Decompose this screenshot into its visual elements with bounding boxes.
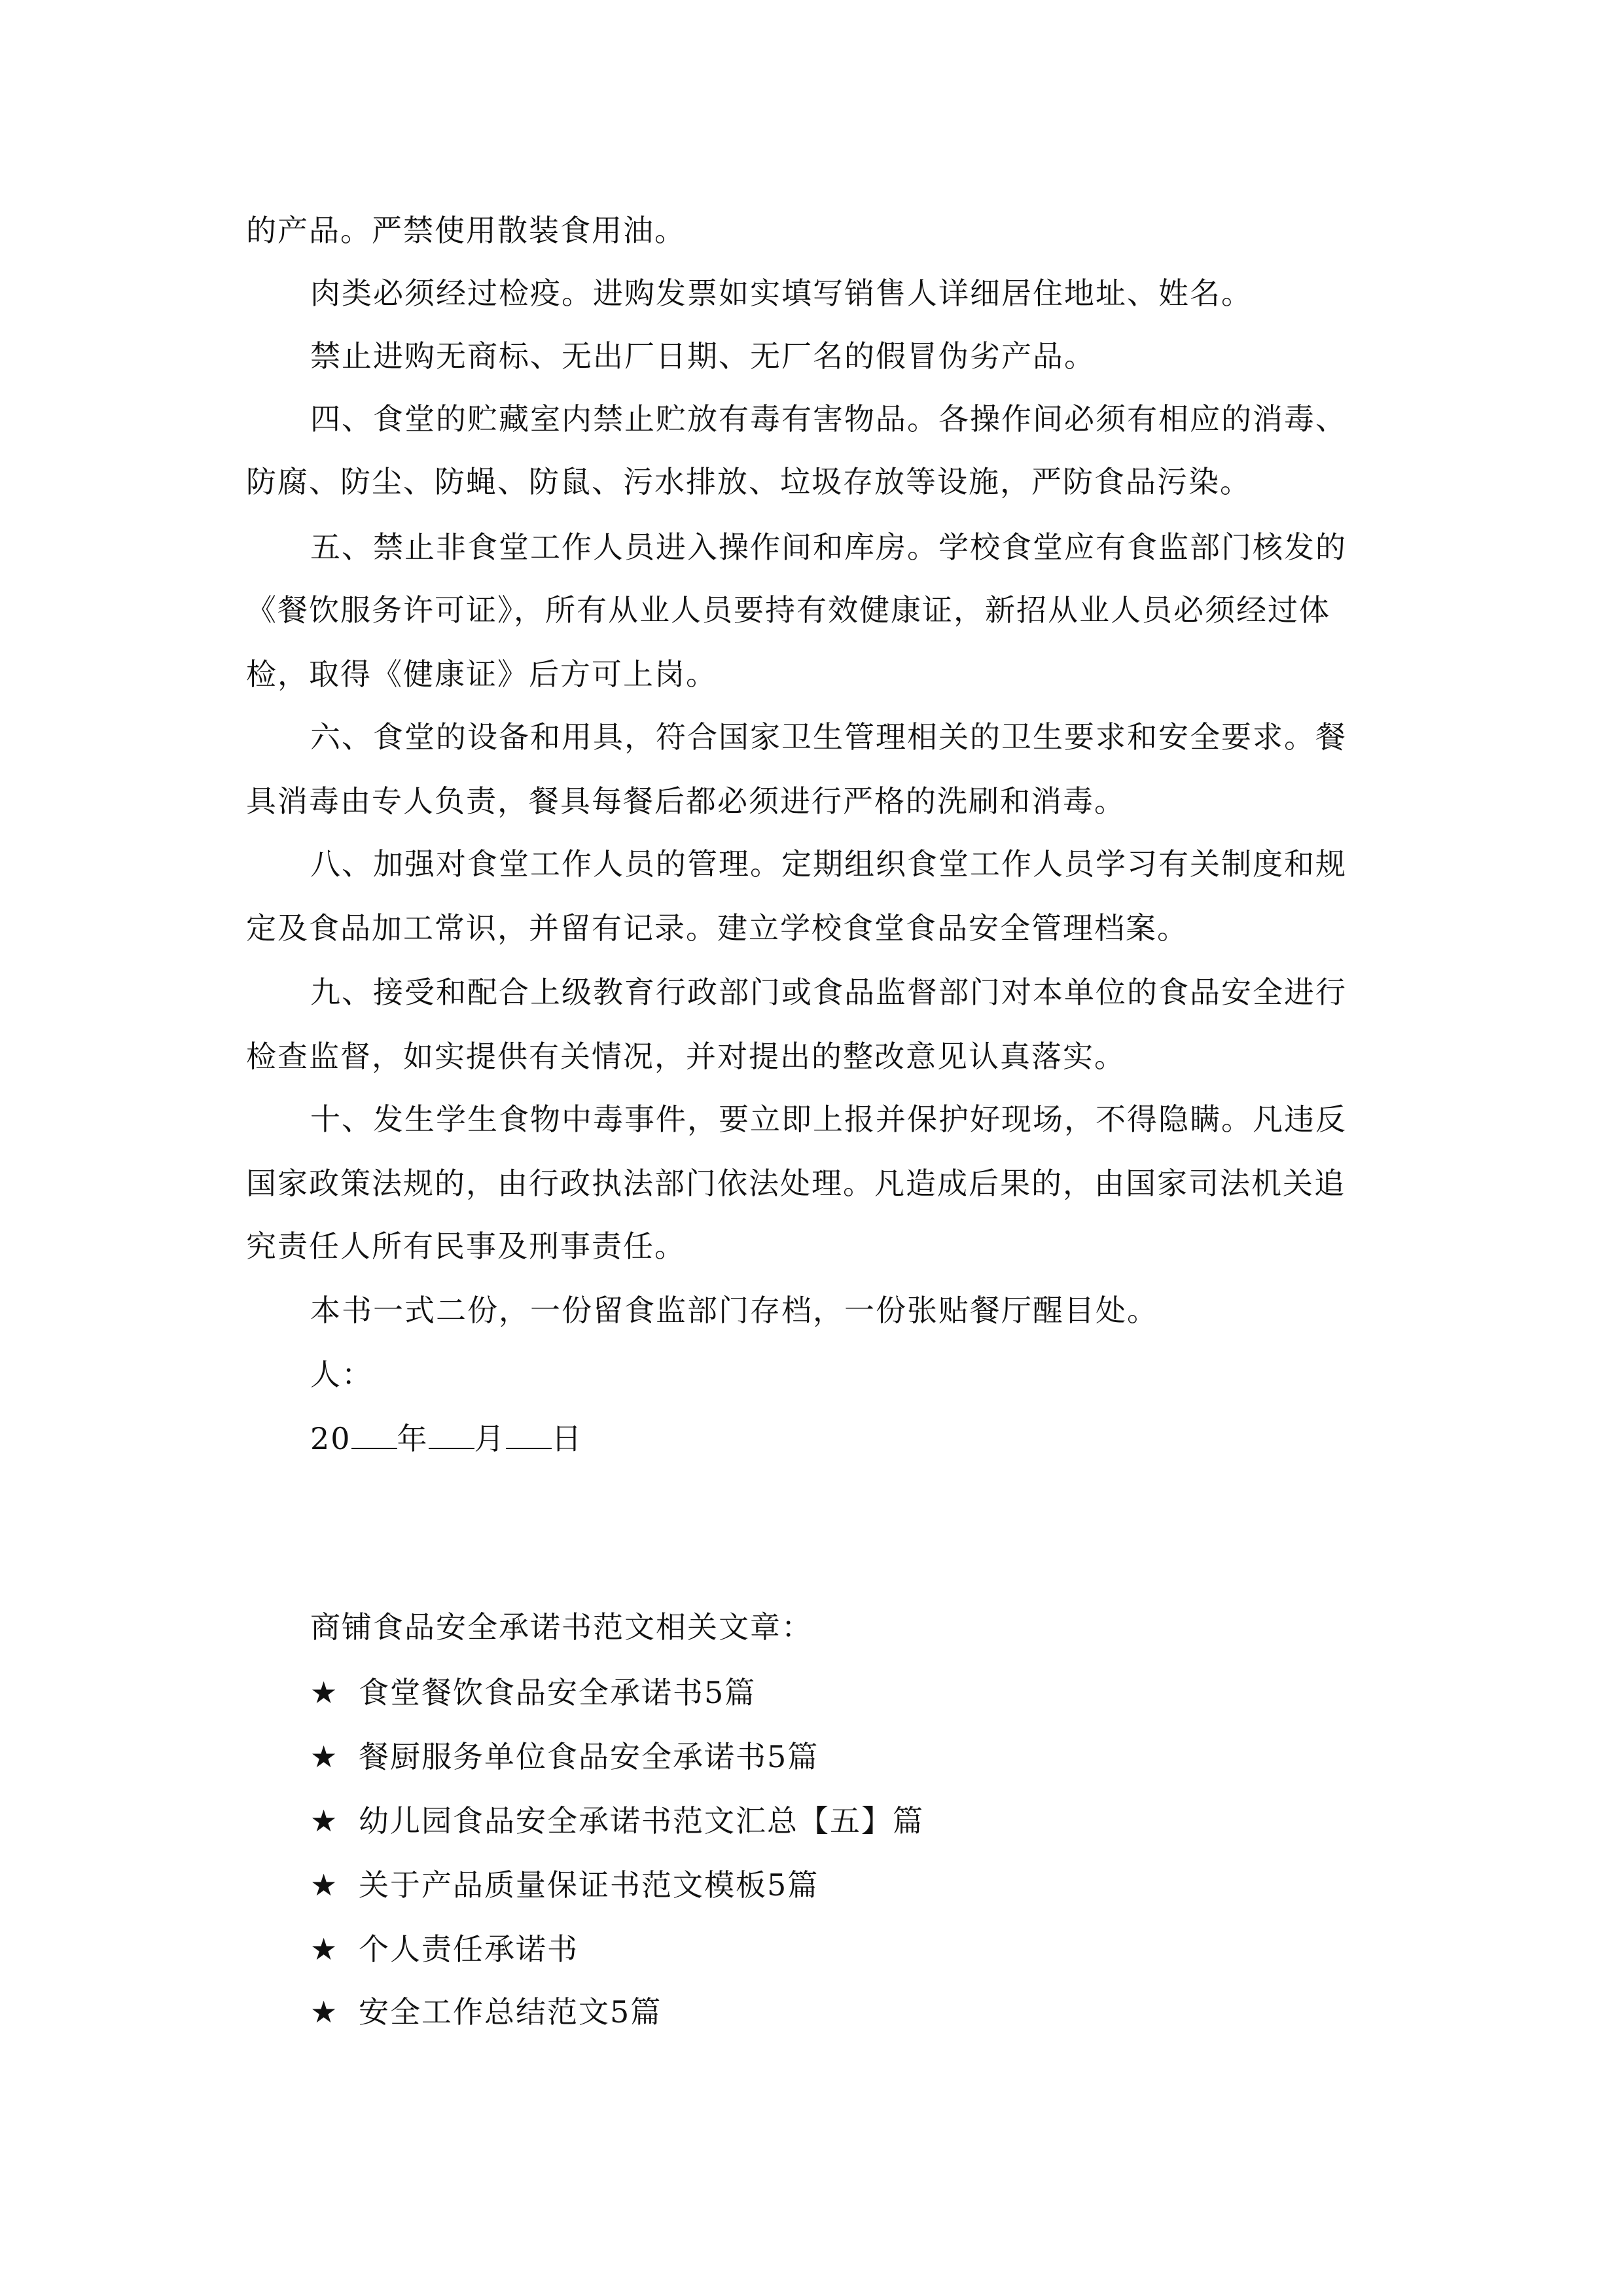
star-icon: ★ xyxy=(310,1994,339,2030)
body-line-13: 九、接受和配合上级教育行政部门或食品监督部门对本单位的食品安全进行 xyxy=(310,975,1347,1010)
star-icon: ★ xyxy=(310,1675,339,1710)
body-line-16: 国家政策法规的，由行政执法部门依法处理。凡造成后果的，由国家司法机关追 xyxy=(246,1166,1346,1201)
date-line xyxy=(310,1419,583,1458)
related-article-label: 关于产品质量保证书范文模板5篇 xyxy=(359,1867,819,1903)
month-blank xyxy=(429,1419,474,1449)
related-article-label: 幼儿园食品安全承诺书范文汇总【五】篇 xyxy=(359,1803,924,1839)
body-line-4: 四、食堂的贮藏室内禁止贮放有毒有害物品。各操作间必须有相应的消毒、 xyxy=(310,401,1347,437)
star-icon: ★ xyxy=(310,1931,339,1967)
related-articles-title: 商铺食品安全承诺书范文相关文章： xyxy=(310,1609,813,1645)
body-line-3: 禁止进购无商标、无出厂日期、无厂名的假冒伪劣产品。 xyxy=(310,338,1096,374)
body-line-2: 肉类必须经过检疫。进购发票如实填写销售人详细居住地址、姓名。 xyxy=(310,276,1253,311)
related-article-link[interactable] xyxy=(310,1865,819,1905)
related-article-link[interactable] xyxy=(310,1929,579,1969)
related-article-label: 餐厨服务单位食品安全承诺书5篇 xyxy=(359,1739,819,1774)
body-line-18: 本书一式二份，一份留食监部门存档，一份张贴餐厅醒目处。 xyxy=(310,1293,1158,1328)
related-article-link[interactable] xyxy=(310,1801,924,1840)
star-icon: ★ xyxy=(310,1867,339,1903)
body-line-14: 检查监督，如实提供有关情况，并对提出的整改意见认真落实。 xyxy=(246,1039,1126,1074)
body-line-15: 十、发生学生食物中毒事件，要立即上报并保护好现场，不得隐瞒。凡违反 xyxy=(310,1102,1347,1137)
body-line-7: 《餐饮服务许可证》，所有从业人员要持有效健康证，新招从业人员必须经过体 xyxy=(246,592,1330,628)
body-line-10: 具消毒由专人负责，餐具每餐后都必须进行严格的洗刷和消毒。 xyxy=(246,783,1126,819)
body-line-9: 六、食堂的设备和用具，符合国家卫生管理相关的卫生要求和安全要求。餐 xyxy=(310,719,1347,755)
body-line-11: 八、加强对食堂工作人员的管理。定期组织食堂工作人员学习有关制度和规 xyxy=(310,846,1347,882)
related-article-label: 个人责任承诺书 xyxy=(359,1931,579,1967)
related-article-link[interactable] xyxy=(310,1992,662,2032)
related-article-label: 安全工作总结范文5篇 xyxy=(359,1994,662,2030)
body-line-12: 定及食品加工常识，并留有记录。建立学校食堂食品安全管理档案。 xyxy=(246,910,1188,946)
body-line-1: 的产品。严禁使用散装食用油。 xyxy=(246,213,686,248)
year-blank xyxy=(351,1419,397,1449)
star-icon: ★ xyxy=(310,1739,339,1774)
star-icon: ★ xyxy=(310,1803,339,1839)
day-blank xyxy=(506,1419,552,1449)
related-article-link[interactable] xyxy=(310,1673,756,1712)
related-article-label: 食堂餐饮食品安全承诺书5篇 xyxy=(359,1675,757,1710)
day-label: 日 xyxy=(551,1421,583,1456)
related-article-link[interactable] xyxy=(310,1737,819,1776)
body-line-8: 检，取得《健康证》后方可上岗。 xyxy=(246,656,717,692)
signatory-line: 人： xyxy=(310,1357,373,1392)
month-label: 月 xyxy=(474,1421,506,1456)
date-prefix: 20 xyxy=(310,1421,351,1456)
body-line-6: 五、禁止非食堂工作人员进入操作间和库房。学校食堂应有食监部门核发的 xyxy=(310,529,1347,565)
year-label: 年 xyxy=(397,1421,429,1456)
body-line-5: 防腐、防尘、防蝇、防鼠、污水排放、垃圾存放等设施，严防食品污染。 xyxy=(246,464,1251,499)
body-line-17: 究责任人所有民事及刑事责任。 xyxy=(246,1229,686,1264)
